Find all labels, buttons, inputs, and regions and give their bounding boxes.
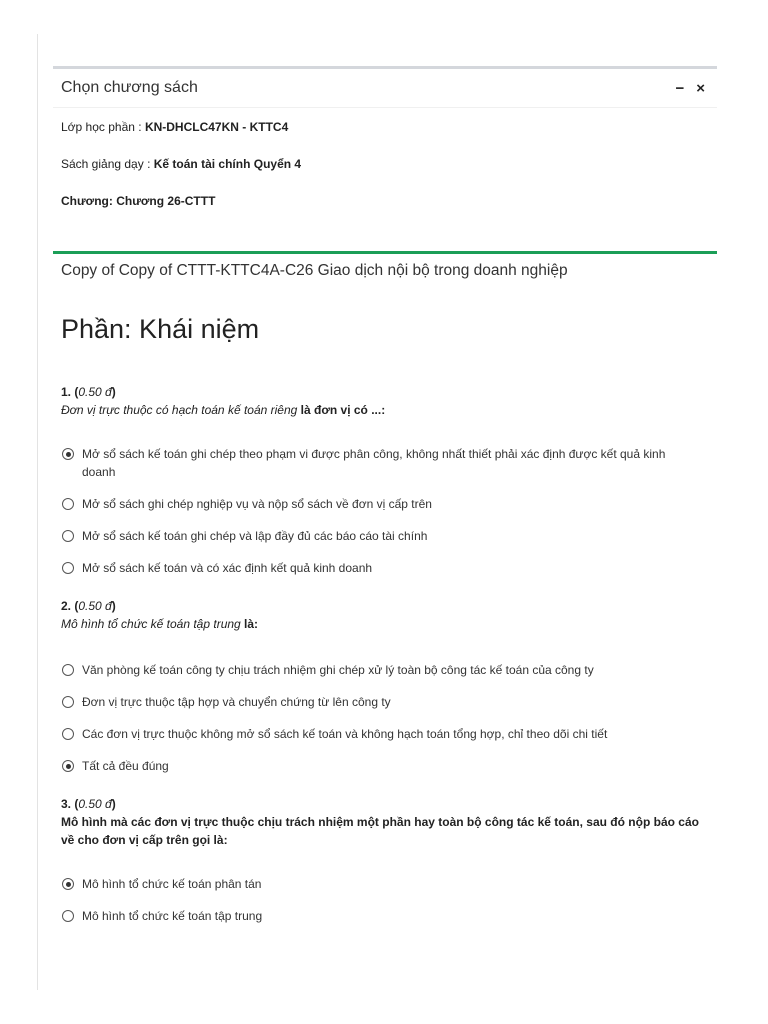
question-header: 3. (0.50 đ) <box>61 797 116 811</box>
radio-icon[interactable] <box>62 530 74 542</box>
radio-icon[interactable] <box>62 562 74 574</box>
close-icon[interactable]: × <box>696 79 705 97</box>
quiz-panel <box>53 251 717 939</box>
radio-icon[interactable] <box>62 910 74 922</box>
question-header: 1. (0.50 đ) <box>61 385 116 399</box>
chapter-select-panel <box>53 66 717 229</box>
answer-option[interactable]: Văn phòng kế toán công ty chịu trách nhiệm ghi chép xử lý toàn bộ công tác kế toán của công ty <box>61 661 709 679</box>
class-label: Lớp học phần : <box>61 120 145 134</box>
book-line <box>61 155 709 192</box>
radio-icon[interactable] <box>62 728 74 740</box>
question-points: 0.50 đ <box>78 797 112 811</box>
answer-options <box>61 661 709 775</box>
answer-option[interactable]: Tất cả đều đúng <box>61 757 709 775</box>
answer-option[interactable]: Mô hình tổ chức kế toán tập trung <box>61 907 709 925</box>
class-line <box>61 118 709 155</box>
panel-title: Chọn chương sách <box>61 79 198 96</box>
course-info <box>53 108 717 229</box>
left-border <box>37 34 38 990</box>
answer-option[interactable]: Mở sổ sách kế toán và có xác định kết quả kinh doanh <box>61 559 709 577</box>
answer-option[interactable]: Mở sổ sách kế toán ghi chép theo phạm vi được phân công, không nhất thiết phải xác định được kết quả kinh doanh <box>61 445 709 481</box>
question-stem: Đơn vị trực thuộc có hạch toán kế toán riêng là đơn vị có ...: <box>61 403 386 417</box>
answer-option[interactable]: Đơn vị trực thuộc tập hợp và chuyển chứng từ lên công ty <box>61 693 709 711</box>
answer-options <box>61 445 709 577</box>
radio-checked-icon[interactable] <box>62 878 74 890</box>
radio-icon[interactable] <box>62 498 74 510</box>
book-value: Kế toán tài chính Quyển 4 <box>153 157 302 171</box>
question-stem: Mô hình tổ chức kế toán tập trung là: <box>61 617 259 631</box>
radio-icon[interactable] <box>62 696 74 708</box>
class-value: KN-DHCLC47KN - KTTC4 <box>144 120 289 134</box>
answer-option[interactable]: Mô hình tổ chức kế toán phân tán <box>61 875 709 893</box>
answer-option[interactable]: Mở sổ sách kế toán ghi chép và lập đầy đủ các báo cáo tài chính <box>61 527 709 545</box>
question-points: 0.50 đ <box>78 599 112 613</box>
question-2 <box>53 597 717 775</box>
answer-option[interactable]: Mở sổ sách ghi chép nghiệp vụ và nộp sổ sách về đơn vị cấp trên <box>61 495 709 513</box>
question-stem: Mô hình mà các đơn vị trực thuộc chịu trách nhiệm một phần hay toàn bộ công tác kế toán, sau đó nộp báo cáo về cho đơn vị cấp trên gọi là: <box>61 815 699 847</box>
question-3 <box>53 795 717 925</box>
panel-header <box>53 69 717 108</box>
minimize-icon[interactable]: − <box>675 79 685 97</box>
question-header: 2. (0.50 đ) <box>61 599 116 613</box>
answer-options <box>61 875 709 925</box>
radio-checked-icon[interactable] <box>62 448 74 460</box>
radio-icon[interactable] <box>62 664 74 676</box>
book-label: Sách giảng dạy : <box>61 157 154 171</box>
chapter-line <box>61 192 709 229</box>
chapter-value: Chương: Chương 26-CTTT <box>61 194 216 208</box>
question-points: 0.50 đ <box>78 385 112 399</box>
quiz-title: Copy of Copy of CTTT-KTTC4A-C26 Giao dịch nội bộ trong doanh nghiệp <box>61 262 568 279</box>
section-title: Phần: Khái niệm <box>61 314 260 344</box>
question-1 <box>53 383 717 577</box>
radio-checked-icon[interactable] <box>62 760 74 772</box>
answer-option[interactable]: Các đơn vị trực thuộc không mở sổ sách kế toán và không hạch toán tổng hợp, chỉ theo dõi chi tiết <box>61 725 709 743</box>
panel-tools <box>675 81 705 96</box>
